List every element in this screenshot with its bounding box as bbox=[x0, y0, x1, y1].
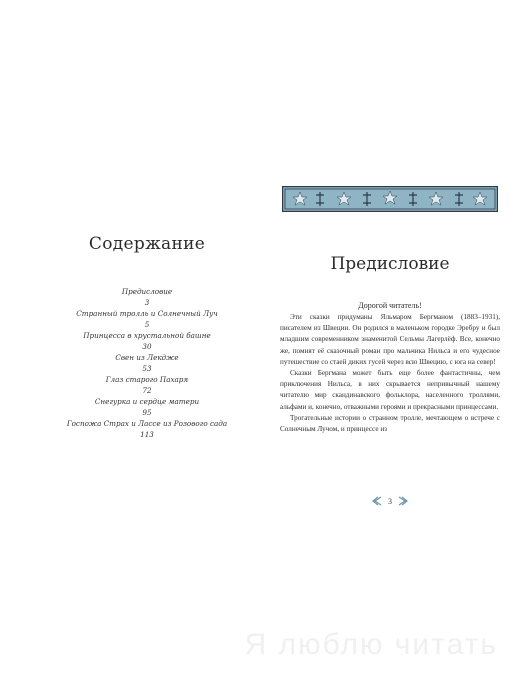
ornament-banner bbox=[282, 186, 498, 212]
toc-entry-title: Снегурка и сердце матери bbox=[94, 397, 200, 406]
toc-entry[interactable] bbox=[42, 352, 252, 374]
toc-entry[interactable] bbox=[42, 396, 252, 418]
toc-entry-page: 30 bbox=[142, 342, 152, 351]
toc-entry[interactable] bbox=[42, 308, 252, 330]
toc-page bbox=[42, 168, 252, 528]
toc-entry-page: 72 bbox=[142, 386, 152, 395]
page-ornament-right-icon bbox=[398, 496, 408, 506]
toc-list bbox=[42, 286, 252, 440]
preface-body bbox=[280, 312, 500, 435]
toc-entry-page: 3 bbox=[144, 298, 150, 307]
page-number-block bbox=[276, 494, 504, 508]
toc-entry[interactable] bbox=[42, 374, 252, 396]
preface-paragraph: Сказки Бергмана может быть еще более фантастичны, чем приключения Нильса, в них скрывается непривычный нашему читателю мир скандинавского фольклора, населенного троллями, альфами и, конечно, отважными героями и прекрасными принцессами. bbox=[280, 369, 500, 411]
toc-entry[interactable] bbox=[42, 286, 252, 308]
preface-page bbox=[276, 168, 504, 528]
watermark: Я люблю читать bbox=[244, 628, 498, 661]
toc-entry-page: 113 bbox=[140, 430, 154, 439]
toc-entry-title: Странный тролль и Солнечный Луч bbox=[76, 309, 218, 318]
preface-title: Предисловие bbox=[330, 254, 450, 274]
toc-entry-page: 5 bbox=[144, 320, 150, 329]
toc-entry-title: Госпожа Страх и Лассе из Розового сада bbox=[66, 419, 228, 428]
page-number: 3 bbox=[388, 496, 392, 506]
toc-entry-page: 95 bbox=[142, 408, 152, 417]
preface-paragraph: Эти сказки придуманы Яльмаром Бергманом (1883–1931), писателем из Швеции. Он родился в маленьком городке Эребру и был младшим современником знаменитой Сельмы Лагерлёф. Все, конечно же, помнят её сказочный роман про мальчика Нильса и его чудесное путешествие со стаей диких гусей через всю Швецию, с юга на север! bbox=[280, 313, 500, 366]
toc-title: Содержание bbox=[88, 234, 206, 254]
toc-entry-page: 53 bbox=[142, 364, 152, 373]
page-ornament-left-icon bbox=[372, 496, 382, 506]
toc-entry-title: Глаз старого Пахаря bbox=[105, 375, 189, 384]
preface-paragraph: Трогательные истории о странном тролле, мечтающем о встрече с Солнечным Лучом, и принцессе из bbox=[280, 413, 500, 434]
toc-entry-title: Принцесса в хрустальной башне bbox=[83, 331, 211, 340]
toc-entry[interactable] bbox=[42, 330, 252, 352]
toc-entry-title: Предисловие bbox=[121, 287, 173, 296]
toc-entry-title: Свен из Лекдже bbox=[115, 353, 179, 362]
toc-entry[interactable] bbox=[42, 418, 252, 440]
preface-greeting: Дорогой читатель! bbox=[358, 301, 422, 310]
